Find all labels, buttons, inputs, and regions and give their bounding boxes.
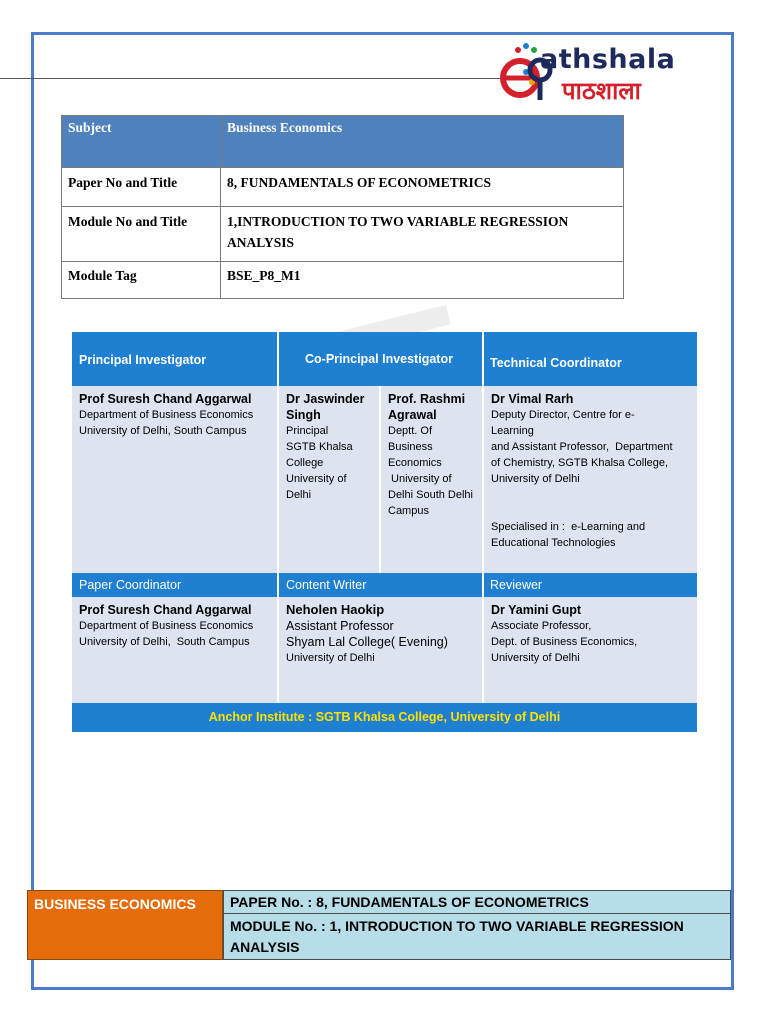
reviewer-university: University of Delhi	[491, 652, 580, 664]
copi2-detail: Delhi South Delhi	[388, 489, 473, 501]
copi2-name-line1: Prof. Rashmi	[388, 392, 466, 406]
copi2-detail: Deptt. Of	[388, 425, 433, 437]
table-row	[62, 116, 624, 168]
pi-university: University of Delhi, South Campus	[79, 425, 247, 437]
module-tag-value: BSE_P8_M1	[221, 262, 624, 299]
technical-coordinator-header: Technical Coordinator	[484, 332, 697, 386]
copi2-detail: Economics	[388, 457, 442, 469]
copi1-name-line2: Singh	[286, 408, 321, 422]
copi1-detail: Principal	[286, 425, 329, 437]
reviewer-title: Associate Professor,	[491, 620, 592, 632]
credits-panel	[72, 332, 697, 732]
module-info-table	[61, 115, 624, 299]
copi2-detail: Business	[388, 441, 433, 453]
copi1-name-line1: Dr Jaswinder	[286, 392, 365, 406]
paper-coordinator-department: Department of Business Economics	[79, 620, 254, 632]
reviewer-department: Dept. of Business Economics,	[491, 636, 638, 648]
footer-paper: PAPER No. : 8, FUNDAMENTALS OF ECONOMETRICS	[223, 890, 731, 914]
content-writer-header: Content Writer	[279, 573, 482, 597]
tech-name: Dr Vimal Rarh	[491, 392, 574, 406]
module-tag-label: Module Tag	[62, 262, 221, 299]
content-writer-name: Neholen Haokip	[286, 602, 385, 617]
paper-label: Paper No and Title	[62, 168, 221, 207]
content-writer-university: University of Delhi	[286, 652, 375, 664]
tech-detail: and Assistant Professor, Department	[491, 441, 673, 453]
paper-coordinator-header: Paper Coordinator	[72, 573, 277, 597]
copi2-detail: University of	[388, 473, 452, 485]
tech-detail: University of Delhi	[491, 473, 580, 485]
co-pi-1-cell	[279, 386, 379, 573]
table-row	[62, 207, 624, 262]
anchor-institute-banner: Anchor Institute : SGTB Khalsa College, University of Delhi	[72, 703, 697, 732]
content-writer-cell	[279, 597, 482, 703]
subject-value: Business Economics	[221, 116, 624, 168]
tech-detail: of Chemistry, SGTB Khalsa College,	[491, 457, 669, 469]
table-row	[62, 262, 624, 299]
column-divider	[482, 332, 484, 703]
copi1-detail: Delhi	[286, 489, 312, 501]
spacer	[491, 487, 690, 519]
tech-detail: Learning	[491, 425, 534, 437]
footer-subject: BUSINESS ECONOMICS	[27, 890, 223, 960]
reviewer-header: Reviewer	[484, 573, 697, 597]
paper-coordinator-university: University of Delhi, South Campus	[79, 636, 250, 648]
module-value: 1,INTRODUCTION TO TWO VARIABLE REGRESSION ANALYSIS	[221, 207, 624, 262]
paper-value: 8, FUNDAMENTALS OF ECONOMETRICS	[221, 168, 624, 207]
subject-label: Subject	[62, 116, 221, 168]
copi1-detail: College	[286, 457, 324, 469]
reviewer-cell	[484, 597, 697, 703]
principal-investigator-cell	[72, 386, 277, 573]
logo-text-english: athshala	[540, 44, 676, 75]
tech-detail: Deputy Director, Centre for e-	[491, 409, 635, 421]
copi1-detail: SGTB Khalsa	[286, 441, 353, 453]
pi-department: Department of Business Economics	[79, 409, 254, 421]
tech-specialisation-line2: Educational Technologies	[491, 537, 616, 549]
content-writer-title: Assistant Professor	[286, 619, 394, 633]
module-label: Module No and Title	[62, 207, 221, 262]
copi2-name-line2: Agrawal	[388, 408, 437, 422]
paper-coordinator-cell	[72, 597, 277, 703]
co-principal-investigator-header: Co-Principal Investigator	[279, 332, 482, 386]
header-rule	[0, 78, 505, 79]
copi2-detail: Campus	[388, 505, 429, 517]
column-divider	[277, 332, 279, 703]
content-writer-college: Shyam Lal College( Evening)	[286, 635, 448, 649]
footer-module: MODULE No. : 1, INTRODUCTION TO TWO VARIABLE REGRESSION ANALYSIS	[223, 914, 731, 960]
epathshala-logo	[496, 38, 724, 108]
table-row	[62, 168, 624, 207]
copi1-detail: University of	[286, 473, 347, 485]
pi-name: Prof Suresh Chand Aggarwal	[79, 392, 252, 406]
principal-investigator-header: Principal Investigator	[72, 332, 277, 386]
tech-specialisation-line1: Specialised in : e-Learning and	[491, 521, 646, 533]
page-footer	[27, 890, 731, 960]
co-pi-2-cell	[381, 386, 482, 573]
reviewer-name: Dr Yamini Gupt	[491, 603, 582, 617]
paper-coordinator-name: Prof Suresh Chand Aggarwal	[79, 603, 252, 617]
logo-text-hindi: पाठशाला	[562, 77, 641, 105]
technical-coordinator-cell	[484, 386, 697, 573]
